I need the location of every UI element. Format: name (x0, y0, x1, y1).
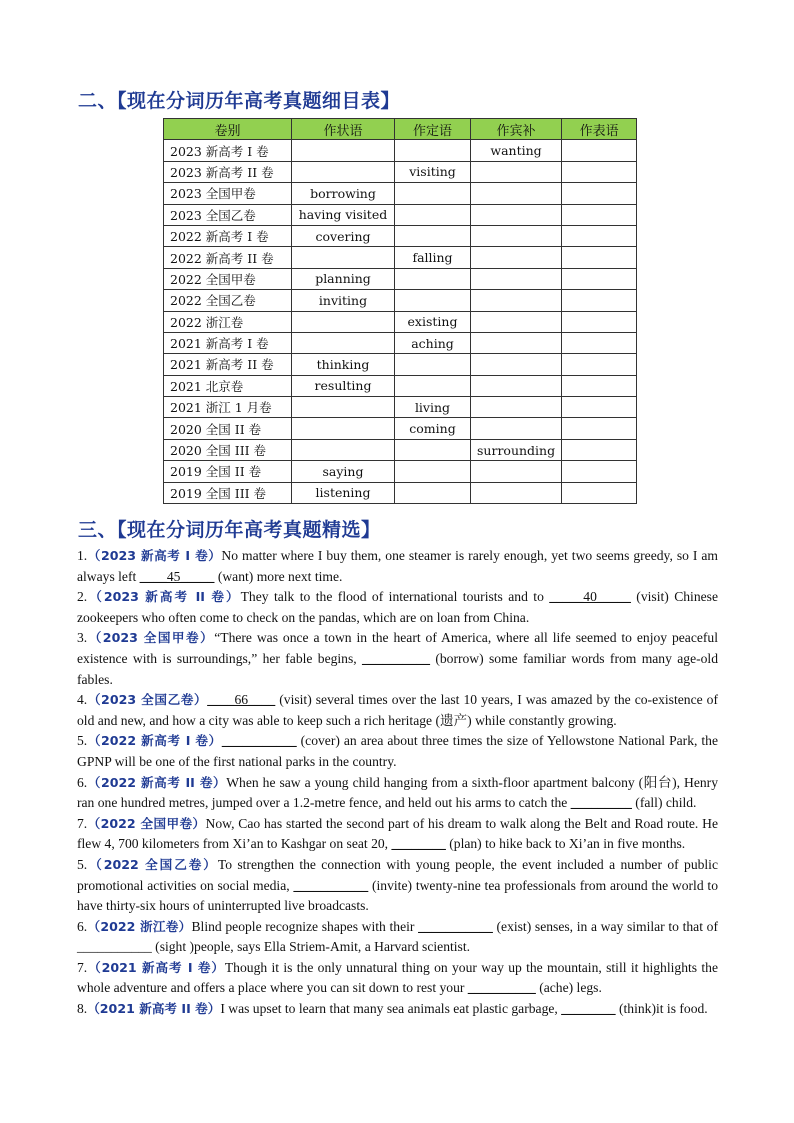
answer-cell (395, 183, 471, 204)
question-text: When he saw a young child hanging from a sixth-floor apartment balcony (阳台), Henry ran one hundred metres, jumped over a 1.2-metre fence, and held out his arms to catch the (77, 774, 718, 811)
answer-cell (292, 418, 395, 439)
exam-paper-cell: 2019 全国 III 卷 (164, 482, 292, 503)
table-row (164, 311, 637, 332)
answer-cell (292, 397, 395, 418)
question-number: 4. (77, 692, 88, 708)
exam-paper-cell: 2023 全国甲卷 (164, 183, 292, 204)
answer-cell (471, 461, 562, 482)
table-row (164, 140, 637, 161)
answer-cell (562, 140, 637, 161)
answer-blank: __________ (467, 980, 536, 996)
question-item (77, 958, 718, 999)
exam-paper-cell: 2022 新高考 I 卷 (164, 225, 292, 246)
question-source: （2022 全国甲卷） (87, 815, 206, 831)
question-number: 5. (77, 856, 88, 872)
answer-cell (471, 418, 562, 439)
question-source: （2022 全国乙卷） (87, 856, 218, 872)
answer-cell: aching (395, 332, 471, 353)
question-source: （2023 新高考 I 卷） (87, 548, 222, 563)
answer-blank: ___________ (293, 877, 369, 893)
question-number: 2. (77, 589, 88, 605)
question-text: They talk to the flood of international tourists and to (240, 589, 550, 605)
answer-cell (562, 204, 637, 225)
question-item (77, 690, 718, 731)
question-item (77, 773, 718, 814)
table-header-cell: 作定语 (395, 119, 471, 140)
answer-cell (471, 247, 562, 268)
table-header-cell: 作宾补 (471, 119, 562, 140)
answer-blank: ________ (391, 836, 446, 852)
answer-cell (471, 311, 562, 332)
exam-paper-cell: 2020 全国 III 卷 (164, 439, 292, 460)
question-text: Though it is the only unnatural thing on your way up the mountain, still it highlights the whole adventure and offers a place where you can sit down to rest your (77, 959, 718, 996)
question-text: (cover) an area about three times the size of Yellowstone National Park, the GPNP will be one of the first national parks in the country. (77, 733, 719, 769)
question-text: To strengthen the connection with young people, the event included a number of public promotional activities on social media, (77, 856, 718, 893)
question-number: 6. (77, 774, 88, 790)
question-text: I was upset to learn that many sea animals eat plastic garbage, (220, 1001, 562, 1017)
question-item (77, 814, 718, 855)
exam-paper-cell: 2022 全国甲卷 (164, 268, 292, 289)
answer-cell (395, 375, 471, 396)
answer-cell (471, 354, 562, 375)
question-number: 8. (77, 1001, 88, 1017)
table-row (164, 354, 637, 375)
question-source: （2022 浙江卷） (87, 918, 192, 934)
question-list (77, 546, 718, 1020)
answer-cell: borrowing (292, 183, 395, 204)
section-title-table: 二、【现在分词历年高考真题细目表】 (78, 90, 401, 112)
answer-cell (562, 482, 637, 503)
exam-paper-cell: 2022 浙江卷 (164, 311, 292, 332)
answer-cell (471, 161, 562, 182)
answer-cell (471, 397, 562, 418)
answer-cell: resulting (292, 375, 395, 396)
question-text: No matter where I buy them, one steamer is rarely enough, yet two seems greedy, so I am always left (77, 548, 719, 584)
answer-cell: existing (395, 311, 471, 332)
answer-cell (471, 204, 562, 225)
answer-cell (292, 439, 395, 460)
exam-paper-cell: 2023 新高考 II 卷 (164, 161, 292, 182)
answer-cell: inviting (292, 290, 395, 311)
answer-cell (562, 397, 637, 418)
answer-blank: ___________ (418, 918, 493, 934)
table-row (164, 247, 637, 268)
answer-cell: listening (292, 482, 395, 503)
question-text: (visit) several times over the last 10 years, I was amazed by the co-existence of old and new, and how a city was able to keep such a rich heritage (遗产) while constantly growing. (77, 692, 719, 728)
answer-cell (395, 268, 471, 289)
answer-cell: surrounding (471, 439, 562, 460)
table-row (164, 332, 637, 353)
answer-cell: wanting (471, 140, 562, 161)
answer-cell: saying (292, 461, 395, 482)
answer-cell: living (395, 397, 471, 418)
exam-paper-cell: 2022 新高考 II 卷 (164, 247, 292, 268)
question-source: （2021 新高考 II 卷） (87, 1001, 221, 1017)
question-text: (plan) to hike back to Xi’an in five months. (445, 836, 686, 852)
exam-paper-cell: 2023 新高考 I 卷 (164, 140, 292, 161)
answer-cell (562, 161, 637, 182)
table-header-cell: 卷别 (164, 119, 292, 140)
exam-breakdown-table (163, 118, 637, 504)
answer-cell (562, 418, 637, 439)
exam-paper-cell: 2023 全国乙卷 (164, 204, 292, 225)
answer-cell (562, 375, 637, 396)
question-source: （2023 全国甲卷） (87, 630, 215, 646)
question-text: (think)it is food. (615, 1001, 708, 1017)
answer-cell (471, 332, 562, 353)
answer-cell (292, 311, 395, 332)
answer-cell (395, 290, 471, 311)
section-title-questions: 三、【现在分词历年高考真题精选】 (78, 519, 381, 541)
table-row (164, 418, 637, 439)
question-number: 7. (77, 959, 88, 975)
table-row (164, 225, 637, 246)
table-row (164, 397, 637, 418)
answer-cell (562, 354, 637, 375)
answer-cell (292, 140, 395, 161)
exam-paper-cell: 2021 新高考 I 卷 (164, 332, 292, 353)
exam-paper-cell: 2019 全国 II 卷 (164, 461, 292, 482)
answer-cell (562, 290, 637, 311)
question-number: 6. (77, 918, 88, 934)
answer-cell (471, 290, 562, 311)
answer-cell (562, 183, 637, 204)
answer-cell (471, 225, 562, 246)
answer-cell (395, 439, 471, 460)
answer-blank: ____45_____ (139, 568, 215, 584)
answer-cell (562, 311, 637, 332)
question-source: （2022 新高考 II 卷） (87, 774, 227, 790)
table-row (164, 268, 637, 289)
table-row (164, 439, 637, 460)
answer-blank: _____40_____ (549, 589, 631, 605)
table-row (164, 375, 637, 396)
question-item (77, 855, 718, 917)
answer-cell (562, 439, 637, 460)
answer-blank: __________ (362, 650, 430, 666)
question-text: (want) more next time. (214, 568, 343, 584)
answer-cell: thinking (292, 354, 395, 375)
question-text: (visit) Chinese zookeepers who often come to check on the pandas, which are on loan from China. (77, 589, 718, 625)
question-source: （2023 全国乙卷） (87, 692, 208, 708)
question-text: (ache) legs. (535, 980, 602, 996)
table-row (164, 482, 637, 503)
answer-cell (395, 482, 471, 503)
question-text: (exist) senses, in a way similar to that of ___________ (sight )people, says Ella Striem-Amit, a Harvard scientist. (77, 918, 718, 955)
question-text: (fall) child. (631, 795, 697, 811)
answer-cell (395, 461, 471, 482)
question-source: （2021 新高考 I 卷） (87, 959, 225, 975)
answer-cell (562, 268, 637, 289)
table-row (164, 290, 637, 311)
answer-cell (395, 225, 471, 246)
table-row (164, 461, 637, 482)
answer-cell (471, 375, 562, 396)
answer-cell (292, 332, 395, 353)
table-header-row (164, 119, 637, 140)
table-row (164, 161, 637, 182)
question-item (77, 628, 718, 690)
question-item (77, 917, 718, 958)
table-row (164, 183, 637, 204)
question-number: 5. (77, 733, 88, 749)
answer-cell: coming (395, 418, 471, 439)
exam-paper-cell: 2021 北京卷 (164, 375, 292, 396)
exam-paper-cell: 2022 全国乙卷 (164, 290, 292, 311)
answer-cell (471, 268, 562, 289)
answer-cell: falling (395, 247, 471, 268)
question-item (77, 546, 718, 587)
question-item (77, 731, 718, 772)
exam-paper-cell: 2021 浙江 1 月卷 (164, 397, 292, 418)
exam-paper-cell: 2020 全国 II 卷 (164, 418, 292, 439)
answer-blank: ____66____ (207, 692, 276, 708)
answer-blank: ________ (561, 1001, 616, 1017)
question-item (77, 999, 718, 1020)
answer-cell (562, 461, 637, 482)
table-row (164, 204, 637, 225)
question-source: （2022 新高考 I 卷） (87, 733, 222, 749)
question-text: (borrow) some familiar words from many age-old fables. (77, 650, 718, 687)
answer-cell (292, 247, 395, 268)
answer-cell (471, 482, 562, 503)
answer-cell (562, 225, 637, 246)
answer-blank: ___________ (221, 733, 297, 749)
question-text: Now, Cao has started the second part of his dream to walk along the Belt and Road route. He flew 4, 700 kilometers from Xi’an to Kashgar on seat 20, (77, 815, 718, 852)
answer-cell (471, 183, 562, 204)
question-number: 3. (77, 630, 88, 646)
answer-cell: covering (292, 225, 395, 246)
table-header-cell: 作状语 (292, 119, 395, 140)
answer-cell (292, 161, 395, 182)
answer-cell: planning (292, 268, 395, 289)
answer-cell (395, 140, 471, 161)
exam-paper-cell: 2021 新高考 II 卷 (164, 354, 292, 375)
question-text: (invite) twenty-nine tea professionals from around the world to have thirty-six hours of uninterrupted live broadcasts. (77, 877, 718, 914)
table-header-cell: 作表语 (562, 119, 637, 140)
answer-cell (395, 204, 471, 225)
question-number: 1. (77, 548, 88, 563)
answer-cell: visiting (395, 161, 471, 182)
question-number: 7. (77, 815, 88, 831)
question-item (77, 587, 718, 628)
answer-blank: _________ (570, 795, 632, 811)
answer-cell (395, 354, 471, 375)
answer-cell (562, 247, 637, 268)
question-source: （2023 新高考 II 卷） (87, 589, 241, 605)
answer-cell (562, 332, 637, 353)
question-text: “There was once a town in the heart of America, where all life seemed to enjoy peaceful existence with is surroundings,” her fable begins, (77, 630, 719, 666)
question-text: Blind people recognize shapes with their (191, 918, 419, 934)
answer-cell: having visited (292, 204, 395, 225)
